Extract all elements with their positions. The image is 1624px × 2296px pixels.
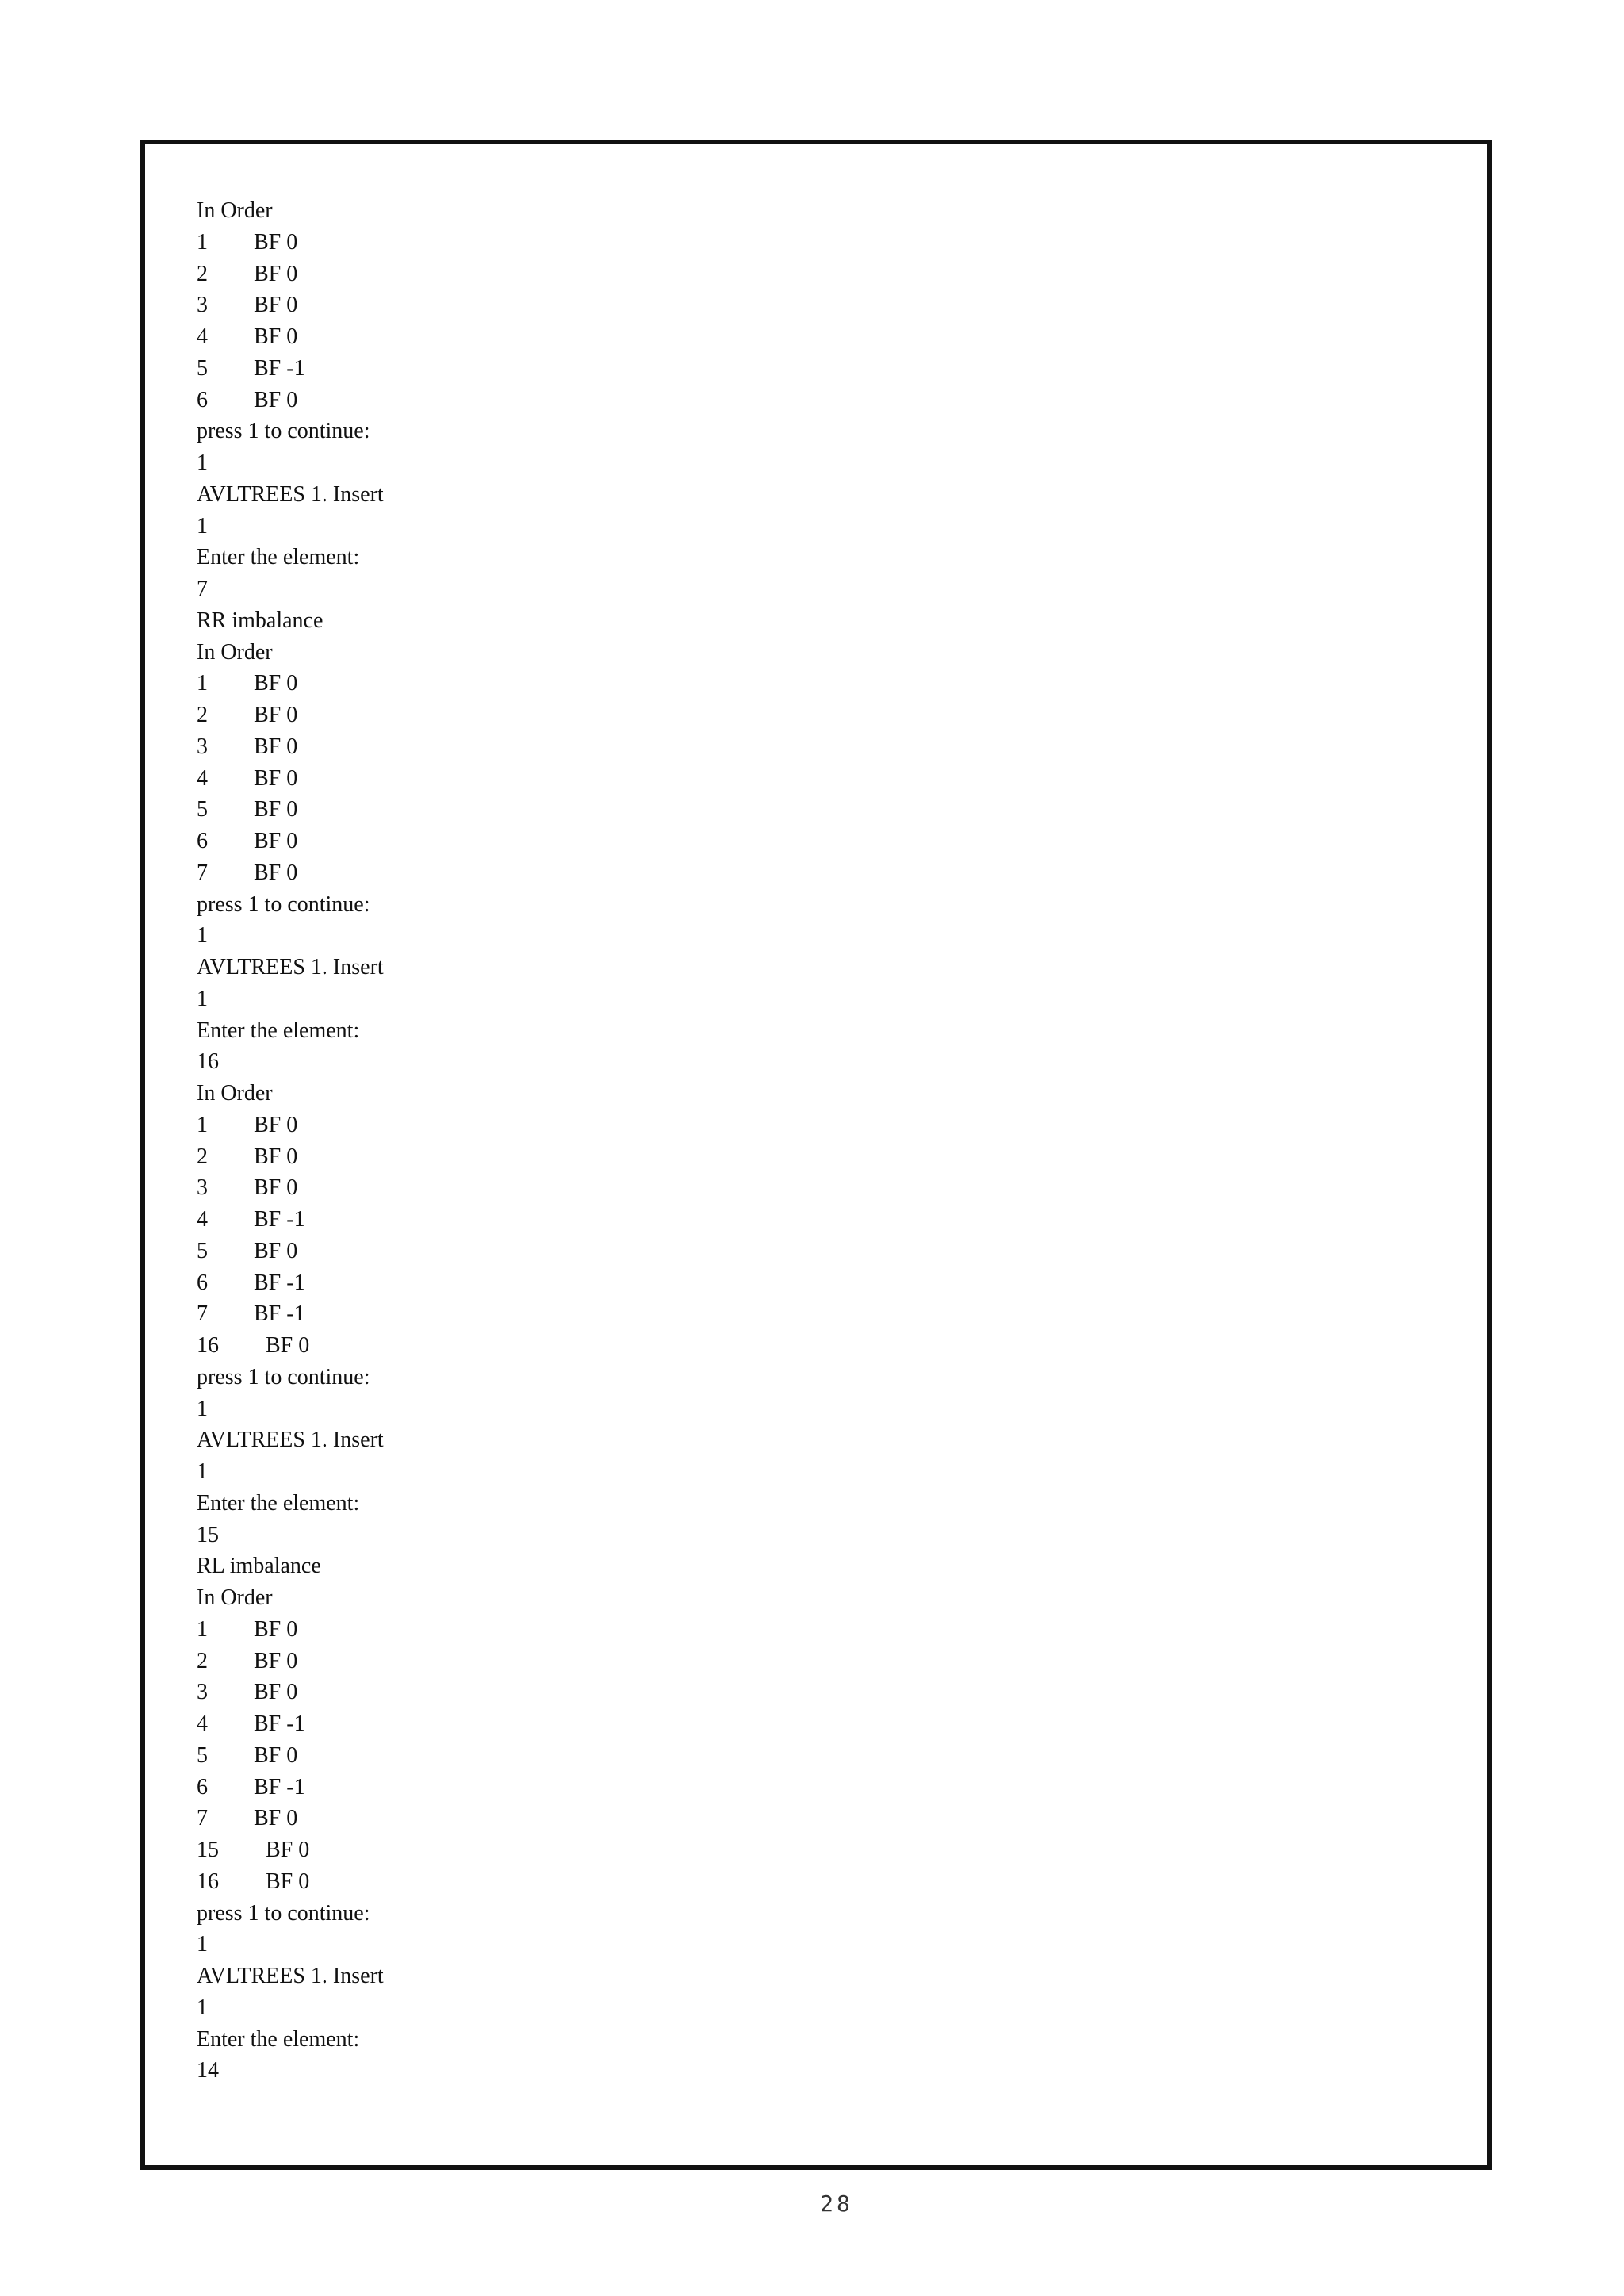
node-key: 3 xyxy=(197,1680,208,1705)
output-line xyxy=(197,289,1307,321)
node-key: 2 xyxy=(197,703,208,727)
balance-factor: BF 0 xyxy=(254,1680,298,1705)
node-key: 2 xyxy=(197,261,208,286)
line-text: In Order xyxy=(197,198,273,223)
output-line xyxy=(197,227,1307,259)
output-line xyxy=(197,542,1307,573)
balance-factor: BF -1 xyxy=(254,1711,305,1736)
output-line xyxy=(197,1424,1307,1456)
output-line xyxy=(197,573,1307,605)
line-text: press 1 to continue: xyxy=(197,1364,370,1389)
line-text: 1 xyxy=(197,1459,208,1484)
output-line xyxy=(197,385,1307,416)
output-line xyxy=(197,2055,1307,2087)
balance-factor: BF 0 xyxy=(254,1742,298,1768)
output-line xyxy=(197,259,1307,290)
output-line xyxy=(197,826,1307,857)
node-key: 15 xyxy=(197,1838,219,1862)
line-text: AVLTREES 1. Insert xyxy=(197,1964,384,1988)
balance-factor: BF 0 xyxy=(254,261,298,286)
node-key: 1 xyxy=(197,229,208,255)
node-key: 6 xyxy=(197,1774,208,1800)
line-text: 1 xyxy=(197,450,208,475)
output-line xyxy=(197,1456,1307,1488)
output-line xyxy=(197,794,1307,826)
page-number: 28 xyxy=(820,2191,853,2217)
balance-factor: BF -1 xyxy=(254,1207,305,1232)
output-line xyxy=(197,511,1307,542)
output-line xyxy=(197,857,1307,889)
balance-factor: BF 0 xyxy=(254,829,298,853)
output-line xyxy=(197,1866,1307,1898)
node-key: 6 xyxy=(197,1270,208,1295)
output-line xyxy=(197,668,1307,700)
output-line xyxy=(197,321,1307,353)
output-line xyxy=(197,1141,1307,1173)
node-key: 5 xyxy=(197,1742,208,1768)
output-line xyxy=(197,605,1307,637)
line-text: AVLTREES 1. Insert xyxy=(197,955,384,979)
node-key: 1 xyxy=(197,1616,208,1642)
line-text: press 1 to continue: xyxy=(197,891,370,917)
balance-factor: BF 0 xyxy=(254,1175,298,1201)
balance-factor: BF -1 xyxy=(254,1270,305,1295)
output-line xyxy=(197,920,1307,952)
output-line xyxy=(197,447,1307,479)
node-key: 7 xyxy=(197,1301,208,1327)
output-line xyxy=(197,2024,1307,2056)
output-line xyxy=(197,1015,1307,1047)
line-text: Enter the element: xyxy=(197,1018,360,1043)
output-line xyxy=(197,1550,1307,1582)
output-line xyxy=(197,889,1307,921)
line-text: RR imbalance xyxy=(197,608,324,633)
line-text: 1 xyxy=(197,923,208,949)
balance-factor: BF 0 xyxy=(254,229,298,255)
balance-factor: BF 0 xyxy=(254,1616,298,1642)
output-line xyxy=(197,1362,1307,1393)
node-key: 3 xyxy=(197,293,208,318)
balance-factor: BF 0 xyxy=(254,293,298,318)
output-line xyxy=(197,416,1307,447)
output-line xyxy=(197,1929,1307,1961)
output-line xyxy=(197,1992,1307,2024)
output-line xyxy=(197,1110,1307,1141)
node-key: 16 xyxy=(197,1333,219,1358)
line-text: AVLTREES 1. Insert xyxy=(197,481,384,507)
output-line xyxy=(197,1898,1307,1930)
output-line xyxy=(197,1393,1307,1425)
node-key: 5 xyxy=(197,1238,208,1263)
output-line xyxy=(197,353,1307,385)
line-text: 14 xyxy=(197,2058,219,2083)
balance-factor: BF 0 xyxy=(266,1333,310,1358)
balance-factor: BF 0 xyxy=(254,671,298,696)
node-key: 7 xyxy=(197,860,208,885)
output-line xyxy=(197,1708,1307,1740)
output-line xyxy=(197,1488,1307,1520)
output-line xyxy=(197,479,1307,511)
node-key: 5 xyxy=(197,355,208,381)
output-line xyxy=(197,1582,1307,1614)
output-line xyxy=(197,700,1307,731)
output-line xyxy=(197,1330,1307,1362)
balance-factor: BF 0 xyxy=(254,797,298,822)
line-text: 1 xyxy=(197,1396,208,1421)
node-key: 2 xyxy=(197,1144,208,1169)
balance-factor: BF 0 xyxy=(254,765,298,791)
output-line xyxy=(197,1803,1307,1834)
line-text: In Order xyxy=(197,1081,273,1106)
line-text: Enter the element: xyxy=(197,545,360,570)
output-line xyxy=(197,1236,1307,1267)
line-text: AVLTREES 1. Insert xyxy=(197,1428,384,1453)
output-line xyxy=(197,1740,1307,1772)
output-line xyxy=(197,1677,1307,1708)
output-line xyxy=(197,1961,1307,1992)
output-line xyxy=(197,1078,1307,1110)
node-key: 1 xyxy=(197,1112,208,1137)
output-line xyxy=(197,195,1307,227)
output-line xyxy=(197,952,1307,983)
balance-factor: BF 0 xyxy=(254,734,298,759)
node-key: 2 xyxy=(197,1648,208,1673)
node-key: 1 xyxy=(197,671,208,696)
balance-factor: BF -1 xyxy=(254,355,305,381)
output-line xyxy=(197,731,1307,763)
node-key: 4 xyxy=(197,765,208,791)
line-text: press 1 to continue: xyxy=(197,1900,370,1926)
output-line xyxy=(197,983,1307,1015)
balance-factor: BF 0 xyxy=(266,1838,310,1862)
line-text: press 1 to continue: xyxy=(197,419,370,444)
output-line xyxy=(197,763,1307,795)
line-text: 1 xyxy=(197,1932,208,1957)
output-line xyxy=(197,1267,1307,1299)
output-line xyxy=(197,1614,1307,1646)
node-key: 7 xyxy=(197,1806,208,1831)
balance-factor: BF 0 xyxy=(254,1648,298,1673)
output-line xyxy=(197,1772,1307,1803)
node-key: 6 xyxy=(197,829,208,853)
node-key: 4 xyxy=(197,324,208,349)
output-line xyxy=(197,1520,1307,1551)
line-text: 1 xyxy=(197,1995,208,2020)
output-line xyxy=(197,1172,1307,1204)
node-key: 4 xyxy=(197,1207,208,1232)
balance-factor: BF -1 xyxy=(254,1301,305,1327)
line-text: 15 xyxy=(197,1522,219,1547)
node-key: 3 xyxy=(197,1175,208,1201)
line-text: Enter the element: xyxy=(197,2026,360,2052)
balance-factor: BF 0 xyxy=(254,1112,298,1137)
line-text: In Order xyxy=(197,1585,273,1610)
line-text: 1 xyxy=(197,513,208,539)
balance-factor: BF 0 xyxy=(254,860,298,885)
output-line xyxy=(197,1204,1307,1236)
balance-factor: BF 0 xyxy=(254,387,298,412)
program-output xyxy=(197,195,1307,2087)
line-text: In Order xyxy=(197,639,273,665)
node-key: 16 xyxy=(197,1869,219,1894)
output-line xyxy=(197,1834,1307,1866)
line-text: Enter the element: xyxy=(197,1490,360,1516)
balance-factor: BF 0 xyxy=(254,1144,298,1169)
node-key: 6 xyxy=(197,387,208,412)
balance-factor: BF 0 xyxy=(254,324,298,349)
balance-factor: BF 0 xyxy=(254,703,298,727)
line-text: 16 xyxy=(197,1049,219,1075)
output-line xyxy=(197,1046,1307,1078)
balance-factor: BF 0 xyxy=(266,1869,310,1894)
node-key: 4 xyxy=(197,1711,208,1736)
output-line xyxy=(197,637,1307,669)
node-key: 3 xyxy=(197,734,208,759)
line-text: 7 xyxy=(197,577,208,601)
node-key: 5 xyxy=(197,797,208,822)
line-text: RL imbalance xyxy=(197,1554,321,1579)
output-line xyxy=(197,1646,1307,1677)
line-text: 1 xyxy=(197,986,208,1011)
balance-factor: BF 0 xyxy=(254,1238,298,1263)
output-line xyxy=(197,1298,1307,1330)
balance-factor: BF -1 xyxy=(254,1774,305,1800)
balance-factor: BF 0 xyxy=(254,1806,298,1831)
